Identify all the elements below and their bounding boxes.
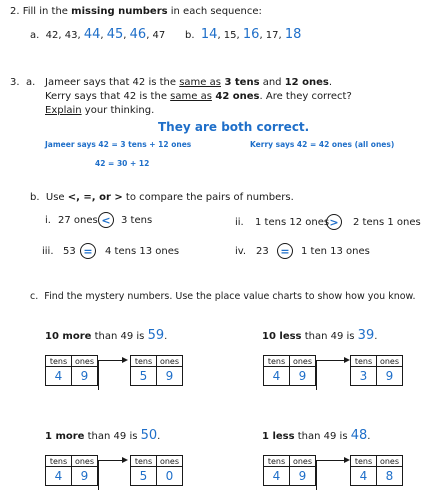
q3b-item-iii-left: 53 (63, 246, 76, 257)
q2-prefix: 2. Fill in the (10, 6, 72, 17)
q3b-item-i-right: 3 tens (121, 215, 153, 226)
q3c-p3-arrowhead (122, 457, 128, 463)
q3c-p4-bold: 1 less (262, 431, 295, 442)
q2b-mid2: , 17, (259, 30, 285, 41)
q3c-problem-4-text (262, 428, 370, 443)
q3c-p1-chart-from (45, 355, 98, 386)
q3c-p4-end: . (367, 431, 371, 442)
q3a-line1-and: and (259, 77, 285, 88)
q3c-p2-bold: 10 less (262, 331, 302, 342)
q3b-item-i-roman: i. (45, 215, 51, 226)
q3c-p2-arrow (316, 360, 344, 361)
q3c-p1-chart-to (130, 355, 183, 386)
q3a-answer: They are both correct. (158, 120, 310, 134)
q3c-p3-end: . (157, 431, 161, 442)
q3a-line1-b: 3 tens (220, 77, 260, 88)
q3a-equation-work: 42 = 30 + 12 (95, 159, 150, 168)
hdr-tens: tens (264, 356, 290, 367)
q3c-p3-rest: than 49 is (84, 431, 141, 442)
q3b-prompt (30, 192, 294, 203)
q2b-line (185, 27, 301, 42)
q2b-answer-1: 14 (200, 27, 218, 42)
q3c-p1-arrow-tail (98, 360, 99, 390)
q2b-answer-2: 16 (242, 27, 260, 42)
q2-suffix: in each sequence: (167, 6, 262, 17)
digit-tens: 4 (46, 467, 72, 486)
q2a-sep1: , (100, 30, 107, 41)
q2a-line (30, 27, 165, 42)
q3b-item-iii-symbol: = (80, 243, 96, 259)
q3b-item-ii-right: 2 tens 1 ones (353, 217, 421, 228)
digit-ones: 9 (290, 367, 316, 386)
q3c-p3-arrow (98, 460, 122, 461)
hdr-tens: tens (264, 456, 290, 467)
q3c-p4-rest: than 49 is (294, 431, 351, 442)
q3a-line1-ul: same as (179, 77, 221, 88)
hdr-ones: ones (290, 456, 316, 467)
digit-ones: 8 (377, 467, 403, 486)
q3b-item-ii-symbol: > (326, 214, 342, 230)
q3-number: 3. (10, 77, 20, 88)
q3c-p4-chart-to (350, 455, 403, 486)
q3c-p3-answer: 50 (140, 428, 158, 443)
q3c-p3-arrow-tail (98, 460, 99, 490)
q3c-p3-bold: 1 more (45, 431, 85, 442)
q3a-line2-b: 42 ones (211, 91, 260, 102)
q3c-problem-2-text (262, 328, 377, 343)
q3c-p1-answer: 59 (147, 328, 165, 343)
q2a-answer-1: 44 (83, 27, 101, 42)
digit-ones: 9 (290, 467, 316, 486)
digit-tens: 3 (351, 367, 377, 386)
q3b-item-ii-roman: ii. (235, 217, 244, 228)
q3a-line1 (45, 77, 332, 88)
q3c-p4-chart-from (263, 455, 316, 486)
q3c-p1-arrow (98, 360, 122, 361)
q2a-answer-2: 45 (106, 27, 124, 42)
q2a-given: 42, 43, (45, 30, 84, 41)
q3c-p4-arrow-tail (316, 460, 317, 490)
q3a-line1-end: . (328, 77, 333, 88)
q3b-item-iv-symbol: = (277, 243, 293, 259)
q3b-item-iv-left: 23 (256, 246, 269, 257)
hdr-ones: ones (377, 456, 403, 467)
hdr-tens: tens (46, 356, 72, 367)
digit-ones: 9 (157, 367, 183, 386)
q3c-problem-1-text (45, 328, 167, 343)
hdr-tens: tens (46, 456, 72, 467)
hdr-ones: ones (72, 456, 98, 467)
q3c-p1-bold: 10 more (45, 331, 92, 342)
q3a-line3-ul: Explain (45, 105, 82, 116)
q2-prompt (10, 6, 262, 17)
q3c-p3-chart-from (45, 455, 98, 486)
q3b-item-iii-right: 4 tens 13 ones (105, 246, 180, 257)
q3b-instr-end: to compare the pairs of numbers. (122, 192, 294, 203)
q3c-p2-chart-from (263, 355, 316, 386)
q3b-label: b. (30, 192, 40, 203)
digit-tens: 4 (46, 367, 72, 386)
digit-ones: 9 (377, 367, 403, 386)
q3c-label: c. (30, 291, 39, 302)
hdr-ones: ones (377, 356, 403, 367)
q3c-p1-rest: than 49 is (91, 331, 148, 342)
digit-tens: 5 (131, 467, 157, 486)
digit-ones: 9 (72, 467, 98, 486)
q3a-line2-end: . Are they correct? (259, 91, 352, 102)
hdr-tens: tens (351, 356, 377, 367)
q2b-answer-3: 18 (284, 27, 302, 42)
q2a-answer-3: 46 (129, 27, 147, 42)
digit-tens: 4 (351, 467, 377, 486)
q2b-mid: , 15, (217, 30, 243, 41)
q3c-instr: Find the mystery numbers. Use the place value charts to show how you know. (44, 291, 416, 302)
q2b-label: b. (185, 30, 195, 41)
q3b-item-iii-roman: iii. (42, 246, 54, 257)
digit-tens: 5 (131, 367, 157, 386)
hdr-tens: tens (351, 456, 377, 467)
q3a-line2-ul: same as (170, 91, 212, 102)
q3c-p2-arrow-tail (316, 360, 317, 390)
q2-bold: missing numbers (71, 6, 168, 17)
q3c-p1-end: . (164, 331, 168, 342)
q3a-line1-pre: Jameer says that 42 is the (45, 77, 180, 88)
q3c-p2-rest: than 49 is (301, 331, 358, 342)
q3a-label: a. (26, 77, 36, 88)
q2a-label: a. (30, 30, 40, 41)
q3a-line3 (45, 105, 154, 116)
digit-tens: 4 (264, 367, 290, 386)
q3c-prompt (30, 291, 415, 302)
q3c-p2-chart-to (350, 355, 403, 386)
q3b-item-iv-right: 1 ten 13 ones (301, 246, 370, 257)
q2a-tail: , 47 (146, 30, 166, 41)
hdr-ones: ones (290, 356, 316, 367)
q3b-item-i-left: 27 ones (58, 215, 98, 226)
hdr-ones: ones (157, 356, 183, 367)
q3b-item-ii-left: 1 tens 12 ones (255, 217, 330, 228)
q3c-p4-arrow (316, 460, 344, 461)
q3a-kerry-work: Kerry says 42 = 42 ones (all ones) (250, 140, 395, 149)
q2a-sep2: , (123, 30, 130, 41)
hdr-tens: tens (131, 456, 157, 467)
q3c-p1-arrowhead (122, 357, 128, 363)
q3a-line2 (45, 91, 352, 102)
digit-ones: 0 (157, 467, 183, 486)
q3c-p2-end: . (374, 331, 378, 342)
hdr-tens: tens (131, 356, 157, 367)
digit-ones: 9 (72, 367, 98, 386)
hdr-ones: ones (157, 456, 183, 467)
q3a-line3-end: your thinking. (81, 105, 155, 116)
hdr-ones: ones (72, 356, 98, 367)
q3b-item-iv-roman: iv. (235, 246, 247, 257)
q3b-instr-sym: <, =, or > (67, 192, 123, 203)
q3c-problem-3-text (45, 428, 160, 443)
q3c-p2-answer: 39 (357, 328, 375, 343)
q3a-jameer-work: Jameer says 42 = 3 tens + 12 ones (45, 140, 192, 149)
q3b-instr-pre: Use (45, 192, 68, 203)
q3c-p4-answer: 48 (350, 428, 368, 443)
digit-tens: 4 (264, 467, 290, 486)
q3b-item-i-symbol: < (98, 212, 114, 228)
q3a-line2-pre: Kerry says that 42 is the (45, 91, 171, 102)
q3a-line1-b2: 12 ones (284, 77, 329, 88)
q3c-p3-chart-to (130, 455, 183, 486)
